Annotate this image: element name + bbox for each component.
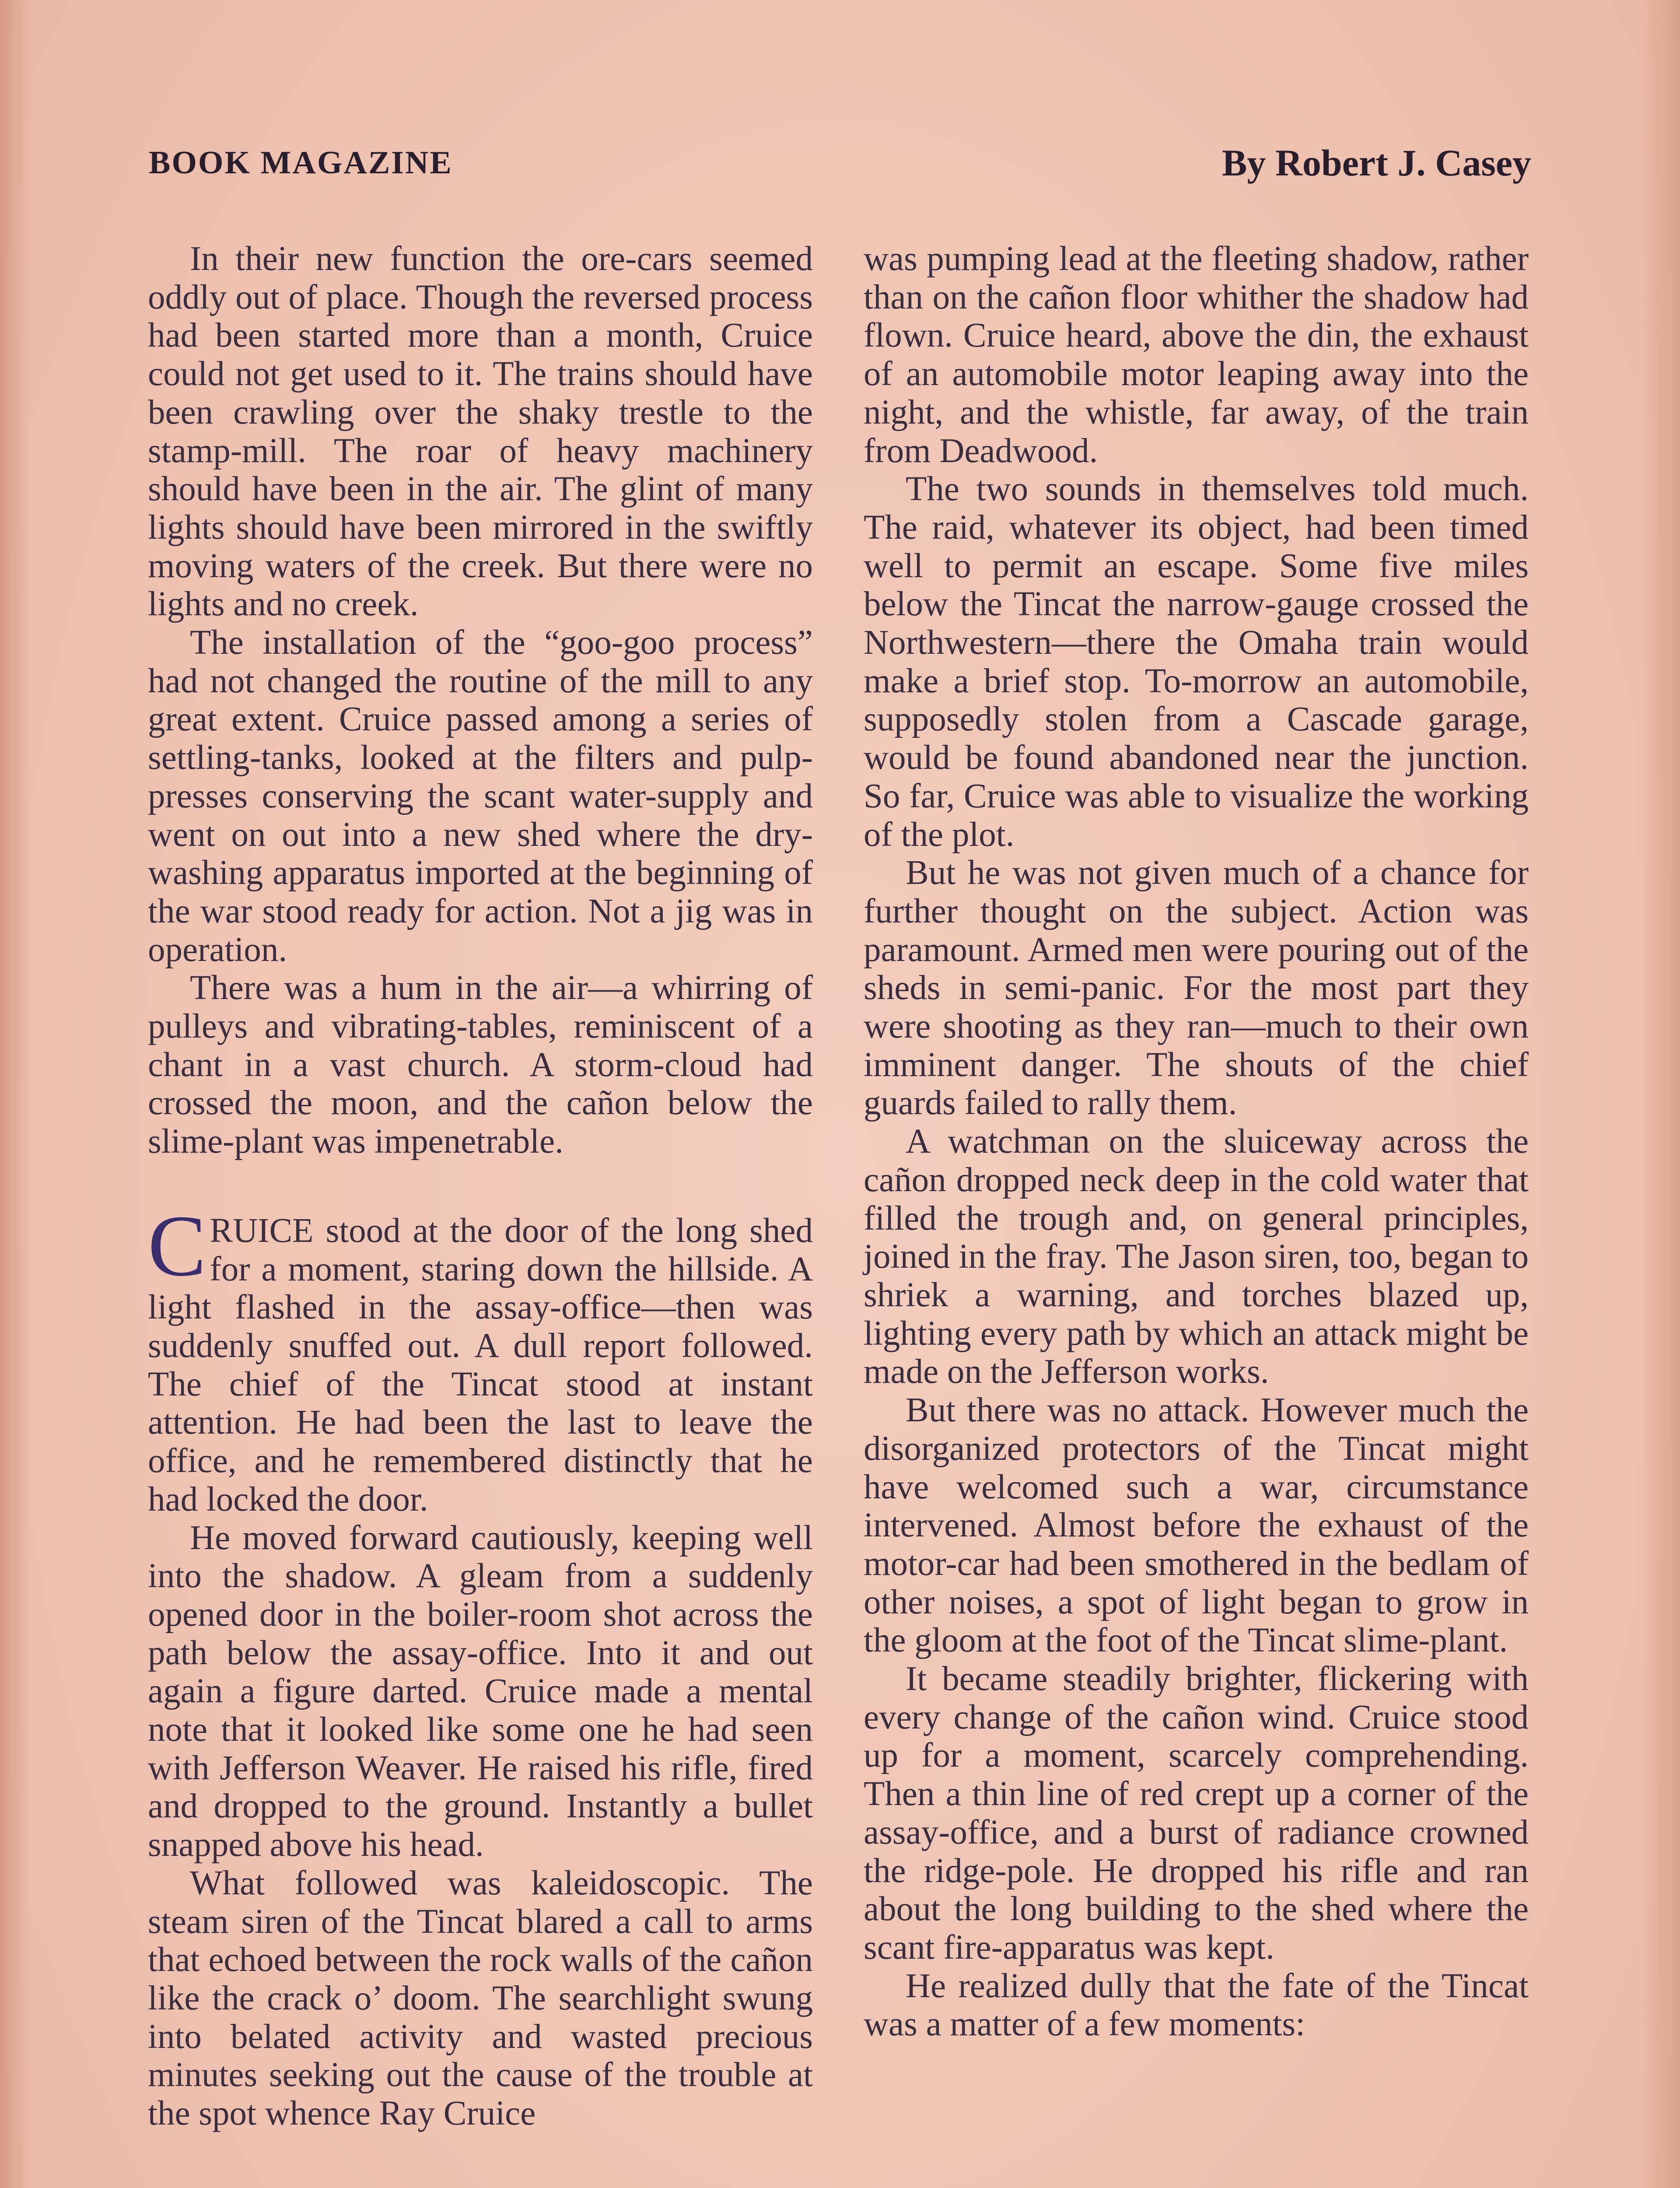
paragraph-continued: was pumping lead at the fleeting shadow, rather than on the cañon floor whither the shadow had flown. Cruice heard, above the din, the exhaust of an automobile motor leaping away into the night, and the whistle, far away, of the train from Deadwood. [864, 240, 1529, 470]
section-break [148, 1161, 813, 1212]
paragraph: What followed was kaleidoscopic. The steam siren of the Tincat blared a call to arms that echoed between the rock walls of the cañon like the crack o’ doom. The searchlight swung into belated activity and wasted precious minutes seeking out the cause of the trouble at the spot whence Ray Cruice [148, 1864, 813, 2133]
paragraph: A watchman on the sluiceway across the cañon dropped neck deep in the cold water that filled the trough and, on general principles, joined in the fray. The Jason siren, too, began to shriek a warning, and torches blazed up, lighting every path by which an attack might be made on the Jefferson works. [864, 1122, 1529, 1391]
paragraph: The two sounds in themselves told much. The raid, whatever its object, had been timed well to permit an escape. Some five miles below the Tincat the narrow-gauge crossed the Northwestern—there the Omaha train would make a brief stop. To-morrow an automobile, supposedly stolen from a Cascade garage, would be found abandoned near the junction. So far, Cruice was able to visualize the working of the plot. [864, 470, 1529, 854]
paragraph: But there was no attack. However much the disorganized protectors of the Tincat might have welcomed such a war, circumstance intervened. Almost before the exhaust of the motor-car had been smothered in the bedlam of other noises, a spot of light began to grow in the gloom at the foot of the Tincat slime-plant. [864, 1391, 1529, 1660]
paragraph: He moved forward cautiously, keeping well into the shadow. A gleam from a suddenly opened door in the boiler-room shot across the path below the assay-office. Into it and out again a figure darted. Cruice made a mental note that it looked like some one he had seen with Jefferson Weaver. He raised his rifle, fired and dropped to the ground. Instantly a bullet snapped above his head. [148, 1518, 813, 1864]
left-column [148, 240, 813, 2133]
page-edge-shadow-right [1641, 0, 1680, 2188]
paragraph: But he was not given much of a chance for further thought on the subject. Action was paramount. Armed men were pouring out of the sheds in semi-panic. For the most part they were shooting as they ran—much to their own imminent danger. The shouts of the chief guards failed to rally them. [864, 854, 1529, 1122]
paragraph: There was a hum in the air—a whirring of pulleys and vibrating-tables, reminiscent of a chant in a vast church. A storm-cloud had crossed the moon, and the cañon below the slime-plant was impenetrable. [148, 969, 813, 1161]
lead-in-smallcaps: RUICE [210, 1211, 314, 1250]
page-edge-shadow-left [0, 0, 31, 2188]
paragraph-text: stood at the door of the long shed for a moment, staring down the hillside. A light flashed in the assay-office—then was suddenly snuffed out. A dull report followed. The chief of the Tincat stood at instant attention. He had been the last to leave the office, and he remembered distinctly that he had locked the door. [148, 1211, 813, 1518]
running-head-byline: By Robert J. Casey [1222, 142, 1531, 184]
paragraph-dropcap [148, 1197, 813, 1519]
paragraph: He realized dully that the fate of the Tincat was a matter of a few moments: [864, 1967, 1529, 2044]
drop-cap: C [148, 1197, 206, 1294]
running-head-magazine: BOOK MAGAZINE [149, 145, 453, 181]
paragraph: In their new function the ore-cars seemed oddly out of place. Though the reversed process had been started more than a month, Cruice could not get used to it. The trains should have been crawling over the shaky trestle to the stamp-mill. The roar of heavy machinery should have been in the air. The glint of many lights should have been mirrored in the swiftly moving waters of the creek. But there were no lights and no creek. [148, 240, 813, 624]
paragraph: The installation of the “goo-goo process” had not changed the routine of the mill to any great extent. Cruice passed among a series of settling-tanks, looked at the filters and pulp-presses conserving the scant water-supply and went on out into a new shed where the dry-washing apparatus imported at the beginning of the war stood ready for action. Not a jig was in operation. [148, 624, 813, 969]
paragraph: It became steadily brighter, flickering with every change of the cañon wind. Cruice stood up for a moment, scarcely comprehending. Then a thin line of red crept up a corner of the assay-office, and a burst of radiance crowned the ridge-pole. He dropped his rifle and ran about the long building to the shed where the scant fire-apparatus was kept. [864, 1660, 1529, 1967]
right-column [864, 240, 1529, 2044]
